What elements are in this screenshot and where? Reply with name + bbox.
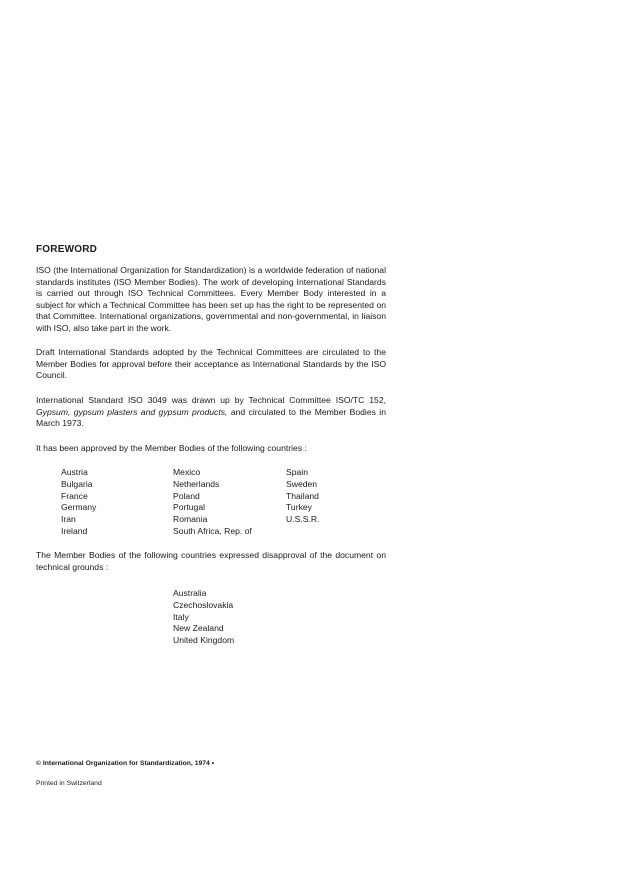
foreword-heading: FOREWORD — [36, 244, 98, 255]
country-item: Mexico — [173, 467, 201, 477]
country-item: Italy — [173, 611, 189, 622]
committee-title: Gypsum, gypsum plasters and gypsum products, — [36, 406, 228, 417]
paragraph-3-start: International Standard ISO 3049 was drawn up by Technical Committee ISO/TC 152, — [36, 395, 386, 405]
country-item: France — [61, 490, 88, 501]
foreword-paragraph-5: The Member Bodies of the following countries expressed disapproval of the document on technical grounds : — [36, 550, 386, 572]
approved-countries-column-1 — [61, 467, 96, 538]
copyright-notice: © International Organization for Standardization, 1974 • — [36, 760, 215, 767]
country-item: Netherlands — [173, 478, 220, 489]
approved-countries-column-3 — [286, 467, 319, 526]
country-item: Spain — [286, 467, 308, 477]
printed-location: Printed in Switzerland — [36, 780, 102, 787]
country-item: Bulgaria — [61, 478, 93, 489]
country-item: Romania — [173, 514, 208, 525]
approved-countries-column-2 — [173, 467, 252, 538]
country-item: Thailand — [286, 490, 319, 501]
country-item: U.S.S.R. — [286, 514, 320, 525]
disapproving-countries-list — [173, 588, 234, 647]
country-item: Austria — [61, 467, 88, 477]
foreword-paragraph-3 — [36, 395, 386, 430]
foreword-paragraph-2: Draft International Standards adopted by the Technical Committees are circulated to the Member Bodies for approval before their acceptance as International Standards by the ISO Council. — [36, 347, 386, 381]
country-item: South Africa, Rep. of — [173, 525, 252, 536]
country-item: Germany — [61, 502, 97, 513]
country-item: Poland — [173, 490, 200, 501]
foreword-paragraph-1: ISO (the International Organization for Standardization) is a worldwide federation of national standards institutes (ISO Member Bodies). The work of developing International Standards is carried out through ISO Technical Committees. Every Member Body interested in a subject for which a Technical Committee has been set up has the right to be represented on that Committee. International organizations, governmental and non-governmental, in liaison with ISO, also take part in the work. — [36, 265, 386, 333]
paragraph-3-end: and circulated to the Member Bodies in March 1973. — [36, 406, 386, 429]
country-item: Iran — [61, 514, 76, 525]
country-item: Portugal — [173, 502, 206, 513]
country-item: United Kingdom — [173, 635, 235, 646]
country-item: Sweden — [286, 478, 318, 489]
country-item: Turkey — [286, 502, 312, 513]
country-item: Czechoslovakia — [173, 599, 234, 610]
foreword-paragraph-4: It has been approved by the Member Bodies of the following countries : — [36, 443, 307, 453]
country-item: Australia — [173, 588, 207, 598]
country-item: Ireland — [61, 525, 88, 536]
country-item: New Zealand — [173, 623, 224, 634]
